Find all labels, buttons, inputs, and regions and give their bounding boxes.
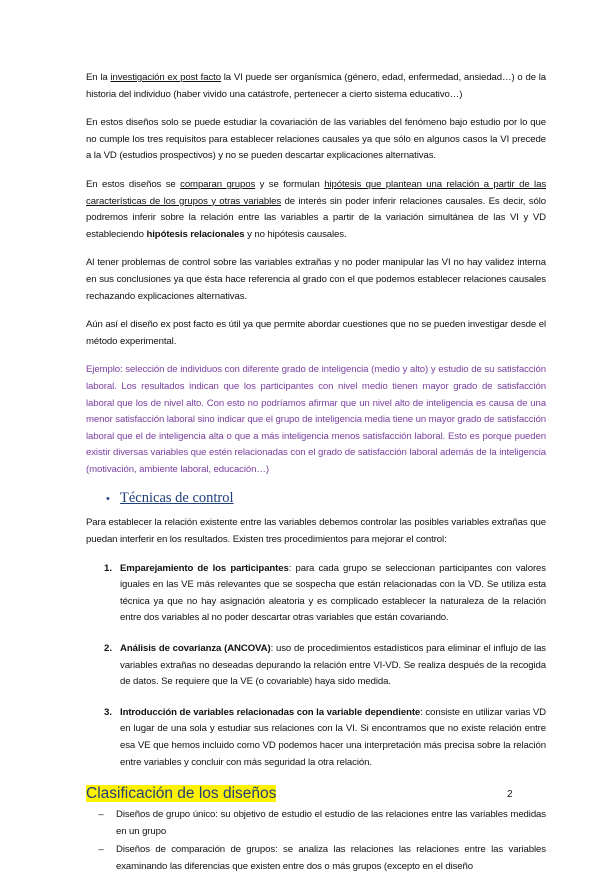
paragraph-expostfacto — [86, 70, 546, 103]
page-number: 2 — [507, 789, 513, 800]
paragraph-utility: Aún así el diseño ex post facto es útil ya que permite abordar cuestiones que no se pueden investigar desde el método experimental. — [86, 319, 546, 347]
paragraph-control-intro: Para establecer la relación existente entre las variables debemos controlar las posibles variables extrañas que puedan interferir en los resultados. Existen tres procedimientos para mejorar el control: — [86, 517, 546, 546]
design-types-list — [86, 807, 546, 877]
text-span: la VI puede ser organísmica (género, edad, enfermedad, ansiedad…) o de la historia del individuo (haber vivido una catástrofe, pertenecer a cierto sistema educativo…) — [86, 72, 547, 100]
underlined-term: comparan grupos — [180, 178, 256, 190]
list-item-title: Emparejamiento de los participantes — [120, 562, 289, 574]
list-item-title: Análisis de covarianza (ANCOVA) — [120, 643, 271, 655]
underlined-term: investigación ex post facto — [110, 72, 221, 83]
underlined-term: hipótesis que plantean una relación a partir de las características de los grupos y otras variables — [86, 178, 547, 207]
list-item-text — [120, 705, 546, 771]
list-item-body: : consiste en utilizar varias VD en lugar de una sola y estudiar sus relaciones con la VI. Si encontramos que no existe relación entre esa VE que hemos incluido como VD podemos hacer una interpretación más precisa sobre la relación entre variables y concluir con más seguridad la otra relación. — [120, 706, 546, 768]
text-span: En estos diseños se — [86, 178, 181, 190]
list-number: 2. — [104, 643, 113, 655]
list-number: 1. — [104, 562, 113, 574]
list-item-text: Diseños de grupo único: su objetivo de estudio el estudio de las relaciones entre las variables medidas en un grupo — [116, 809, 546, 837]
list-item — [86, 807, 546, 842]
list-item-body: : para cada grupo se seleccionan participantes con valores iguales en las VE más relevantes que se sospecha que están relacionadas con la VD. Se utiliza esta técnica ya que no hay asignación aleatoria y es complicado establecer la naturaleza de la relación entre dos variables al no poder descartar otras variables que están covariando. — [120, 562, 546, 624]
paragraph-validity: Al tener problemas de control sobre las variables extrañas y no poder manipular las VI no hay validez interna en sus conclusiones ya que ésta hace referencia al grado con el que podemos establecer relaciones causales rechazando explicaciones alternativas. — [86, 257, 546, 302]
page-content — [86, 70, 546, 878]
list-item — [86, 641, 546, 691]
text-span: de interés sin poder inferir relaciones causales. Es decir, sólo podremos inferir sobre la relación entre las variables a partir de la variación simultánea de las VI y VD estableciendo — [86, 195, 546, 240]
list-item-text — [120, 561, 546, 627]
text-span: y no hipótesis causales. — [244, 228, 347, 240]
bold-term: hipótesis relacionales — [146, 228, 245, 240]
list-item-text — [120, 641, 546, 691]
paragraph-covariation: En estos diseños solo se puede estudiar la covariación de las variables del fenómeno bajo estudio por lo que no cumple los tres requisitos para establecer relaciones causales ya que sólo en algunos casos la VI precede a la VD (estudios prospectivos) y no se pueden descartar explicaciones alternativas. — [86, 117, 546, 162]
dash-icon: – — [98, 844, 104, 856]
list-item — [86, 561, 546, 627]
bullet-icon: • — [106, 492, 110, 505]
section-title-classification — [86, 785, 546, 803]
example-paragraph: Ejemplo: selección de individuos con diferente grado de inteligencia (medio y alto) y estudio de su satisfacción laboral. Los resultados indican que los participantes con nivel medio tienen mayor grado de satisfacción laboral que los de nivel alto. Con esto no podríamos afirmar que un nivel alto de inteligencia es causa de una menor satisfacción laboral sino indicar que el grupo de inteligencia media tiene un mayor grado de satisfacción laboral que el de inteligencia alta o que a más inteligencia menos satisfacción laboral. Esto es porque pueden existir diversas variables que estén relacionadas con el grado de satisfacción laboral además de la inteligencia (motivación, ambiente laboral, educación…) — [86, 364, 546, 475]
list-item-text: Diseños de comparación de grupos: se analiza las relaciones las relaciones entre las variables examinando las diferencias que existen entre dos o más grupos (excepto en el diseño — [116, 844, 546, 872]
highlighted-title: Clasificación de los diseños — [86, 785, 277, 803]
list-item — [86, 705, 546, 771]
heading-control-techniques: Técnicas de control — [120, 490, 234, 507]
text-span: y se formulan — [255, 178, 325, 190]
paragraph-compare-groups — [86, 177, 546, 243]
list-number: 3. — [104, 706, 113, 718]
dash-icon: – — [98, 809, 104, 821]
list-item-title: Introducción de variables relacionadas con la variable dependiente — [120, 706, 421, 718]
text-span: En la — [86, 72, 111, 83]
control-procedures-list — [86, 561, 546, 772]
bullet-heading-control — [106, 490, 546, 507]
list-item-body: : uso de procedimientos estadísticos para eliminar el influjo de las variables extrañas no deseadas depurando la relación entre VI-VD. Se realiza después de la recogida de datos. Se requiere que la VE (o covariable) haya sido medida. — [120, 643, 546, 688]
